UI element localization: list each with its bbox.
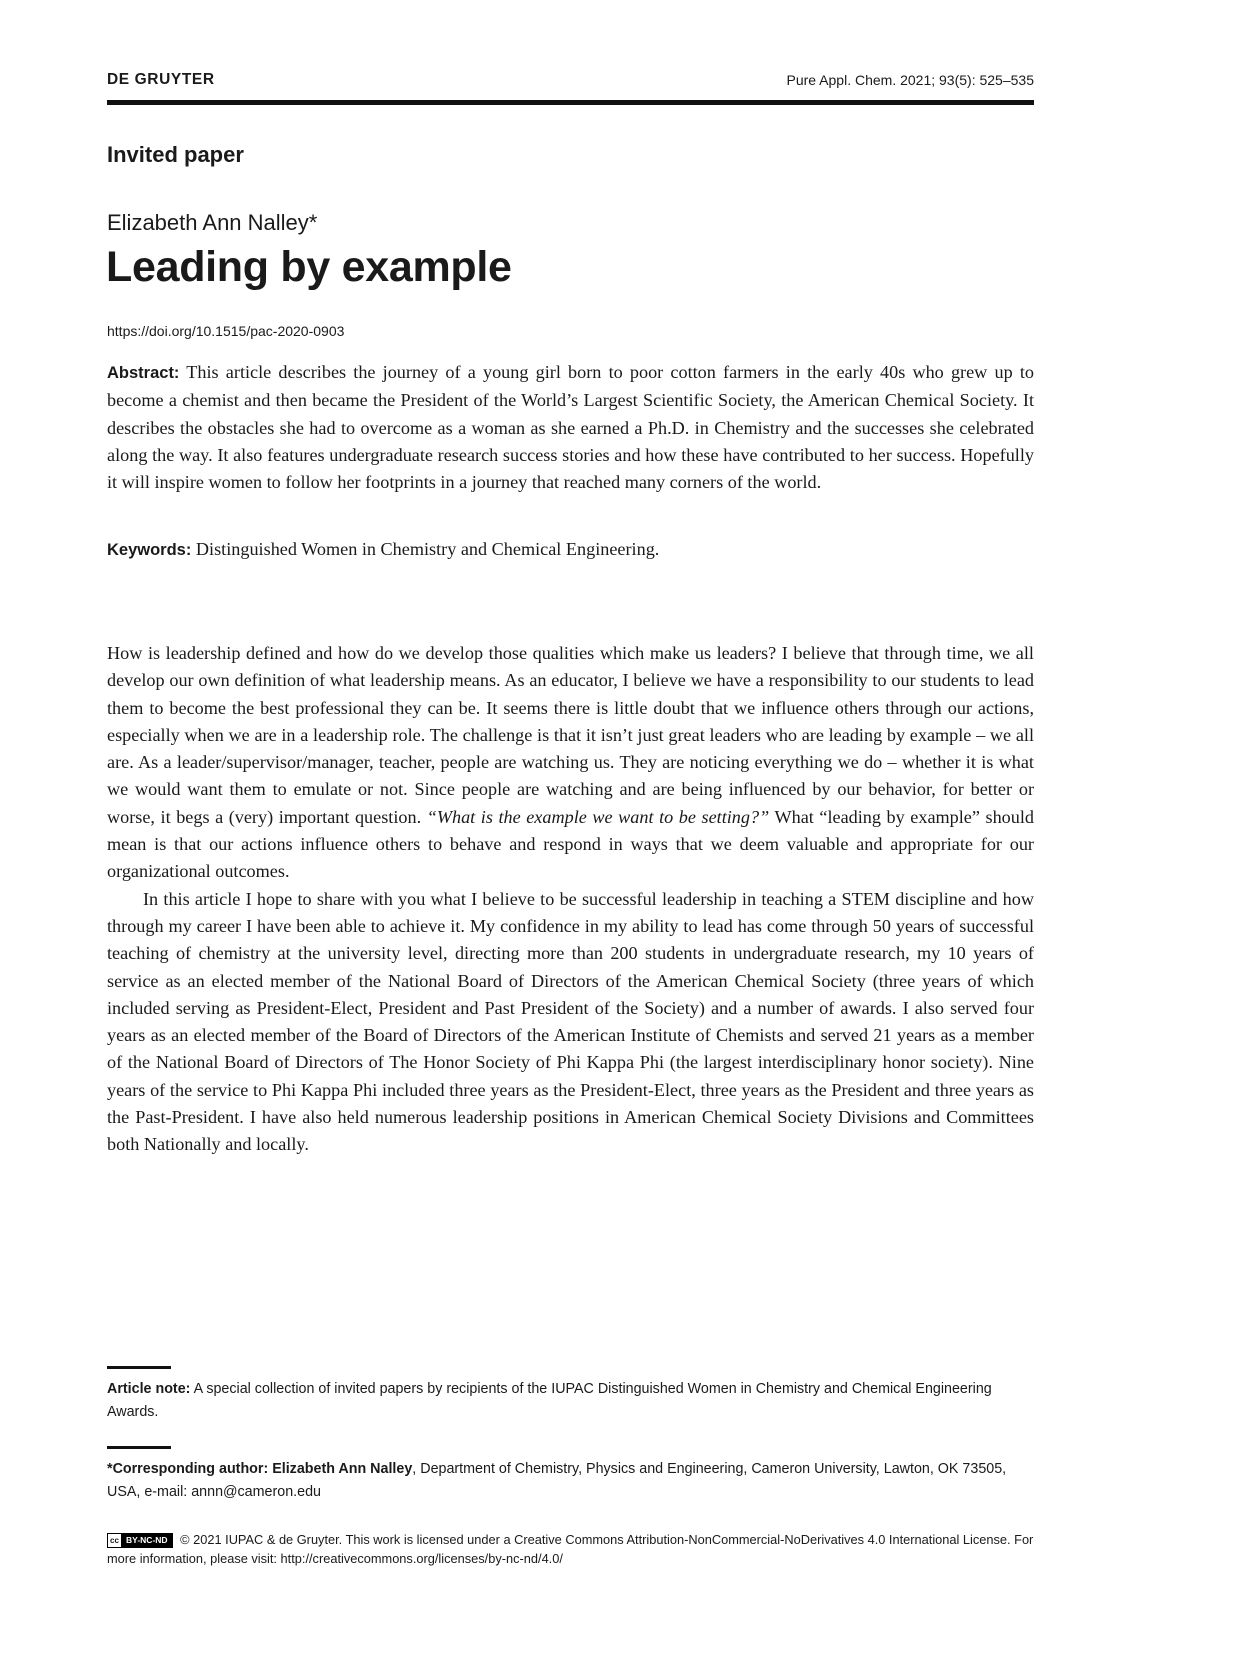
keywords-label: Keywords: xyxy=(107,541,192,559)
doi-link[interactable]: https://doi.org/10.1515/pac-2020-0903 xyxy=(107,323,345,339)
publisher-name: DE GRUYTER xyxy=(107,71,215,88)
footnote-rule xyxy=(107,1366,171,1369)
header-rule xyxy=(107,100,1034,105)
p1-text-after: What “leading by example” should mean is that our actions influence others to behave and respond in ways that we deem valuable and appropriate for our organizational outcomes. xyxy=(107,806,1035,882)
corresponding-author-label: *Corresponding author: Elizabeth Ann Nalley xyxy=(107,1461,413,1477)
cc-logo-icon: cc xyxy=(108,1534,122,1547)
license-text: © 2021 IUPAC & de Gruyter. This work is licensed under a Creative Commons Attribution-NonCommercial-NoDerivatives 4.0 International License. For more information, please visit: http://creativecommons.org/licenses/by-nc-nd/4.0/ xyxy=(107,1532,1034,1566)
abstract-text: This article describes the journey of a young girl born to poor cotton farmers in the early 40s who grew up to become a chemist and then became the President of the World’s Largest Scientific Society, the American Chemical Society. It describes the obstacles she had to overcome as a woman as she earned a Ph.D. in Chemistry and the successes she celebrated along the way. It also features undergraduate research success stories and how these have contributed to her success. Hopefully it will inspire women to follow her footprints in a journey that reached many corners of the world. xyxy=(107,362,1035,493)
license-notice xyxy=(107,1530,1034,1568)
abstract xyxy=(107,359,1034,496)
article-type: Invited paper xyxy=(107,142,244,167)
article-note-text: A special collection of invited papers by recipients of the IUPAC Distinguished Women in Chemistry and Chemical Engineering Awards. xyxy=(107,1381,992,1420)
cc-badge-label: BY-NC-ND xyxy=(122,1534,172,1547)
footnote-rule xyxy=(107,1446,171,1449)
keywords xyxy=(107,536,1034,564)
keywords-text: Distinguished Women in Chemistry and Chemical Engineering. xyxy=(195,539,660,559)
corresponding-author-text: , Department of Chemistry, Physics and Engineering, Cameron University, Lawton, OK 73505, USA, e-mail: annn@cameron.edu xyxy=(107,1461,1007,1500)
body-text xyxy=(107,640,1034,1159)
article-note xyxy=(107,1378,1034,1423)
cc-license-icon[interactable] xyxy=(107,1533,173,1548)
body-paragraph-1 xyxy=(107,640,1034,886)
p1-text-before: How is leadership defined and how do we develop those qualities which make us leaders? I believe that through time, we all develop our own definition of what leadership means. As an educator, I believe we have a responsibility to our students to lead them to become the best professional they can be. It seems there is little doubt that we influence others through our actions, especially when we are in a leadership role. The challenge is that it isn’t just great leaders who are leading by example – we all are. As a leader/supervisor/manager, teacher, people are watching us. They are noticing everything we do – whether it is what we would want them to emulate or not. Since people are watching and are being influenced by our behavior, for better or worse, it begs a (very) important question. xyxy=(107,643,1034,827)
p1-italic-quote: “What is the example we want to be setting?” xyxy=(426,806,770,827)
running-header xyxy=(107,68,1034,92)
body-paragraph-2: In this article I hope to share with you what I believe to be successful leadership in teaching a STEM discipline and how through my career I have been able to achieve it. My confidence in my ability to lead has come through 50 years of successful teaching of chemistry at the university level, directing more than 200 students in undergraduate research, my 10 years of service as an elected member of the National Board of Directors of the American Chemical Society (three years of which included serving as President-Elect, President and Past President of the Society) and a number of awards. I also served four years as an elected member of the Board of Directors of the American Institute of Chemists and served 21 years as a member of the National Board of Directors of The Honor Society of Phi Kappa Phi (the largest interdisciplinary honor society). Nine years of the service to Phi Kappa Phi included three years as the President-Elect, three years as the President and three years as the Past-President. I have also held numerous leadership positions in American Chemical Society Divisions and Committees both Nationally and locally. xyxy=(107,888,1034,1155)
journal-reference: Pure Appl. Chem. 2021; 93(5): 525–535 xyxy=(786,72,1034,88)
article-note-label: Article note: xyxy=(107,1381,191,1397)
corresponding-author xyxy=(107,1458,1034,1503)
page-title: Leading by example xyxy=(106,243,512,291)
abstract-label: Abstract: xyxy=(107,364,180,382)
author-name: Elizabeth Ann Nalley* xyxy=(107,210,318,235)
